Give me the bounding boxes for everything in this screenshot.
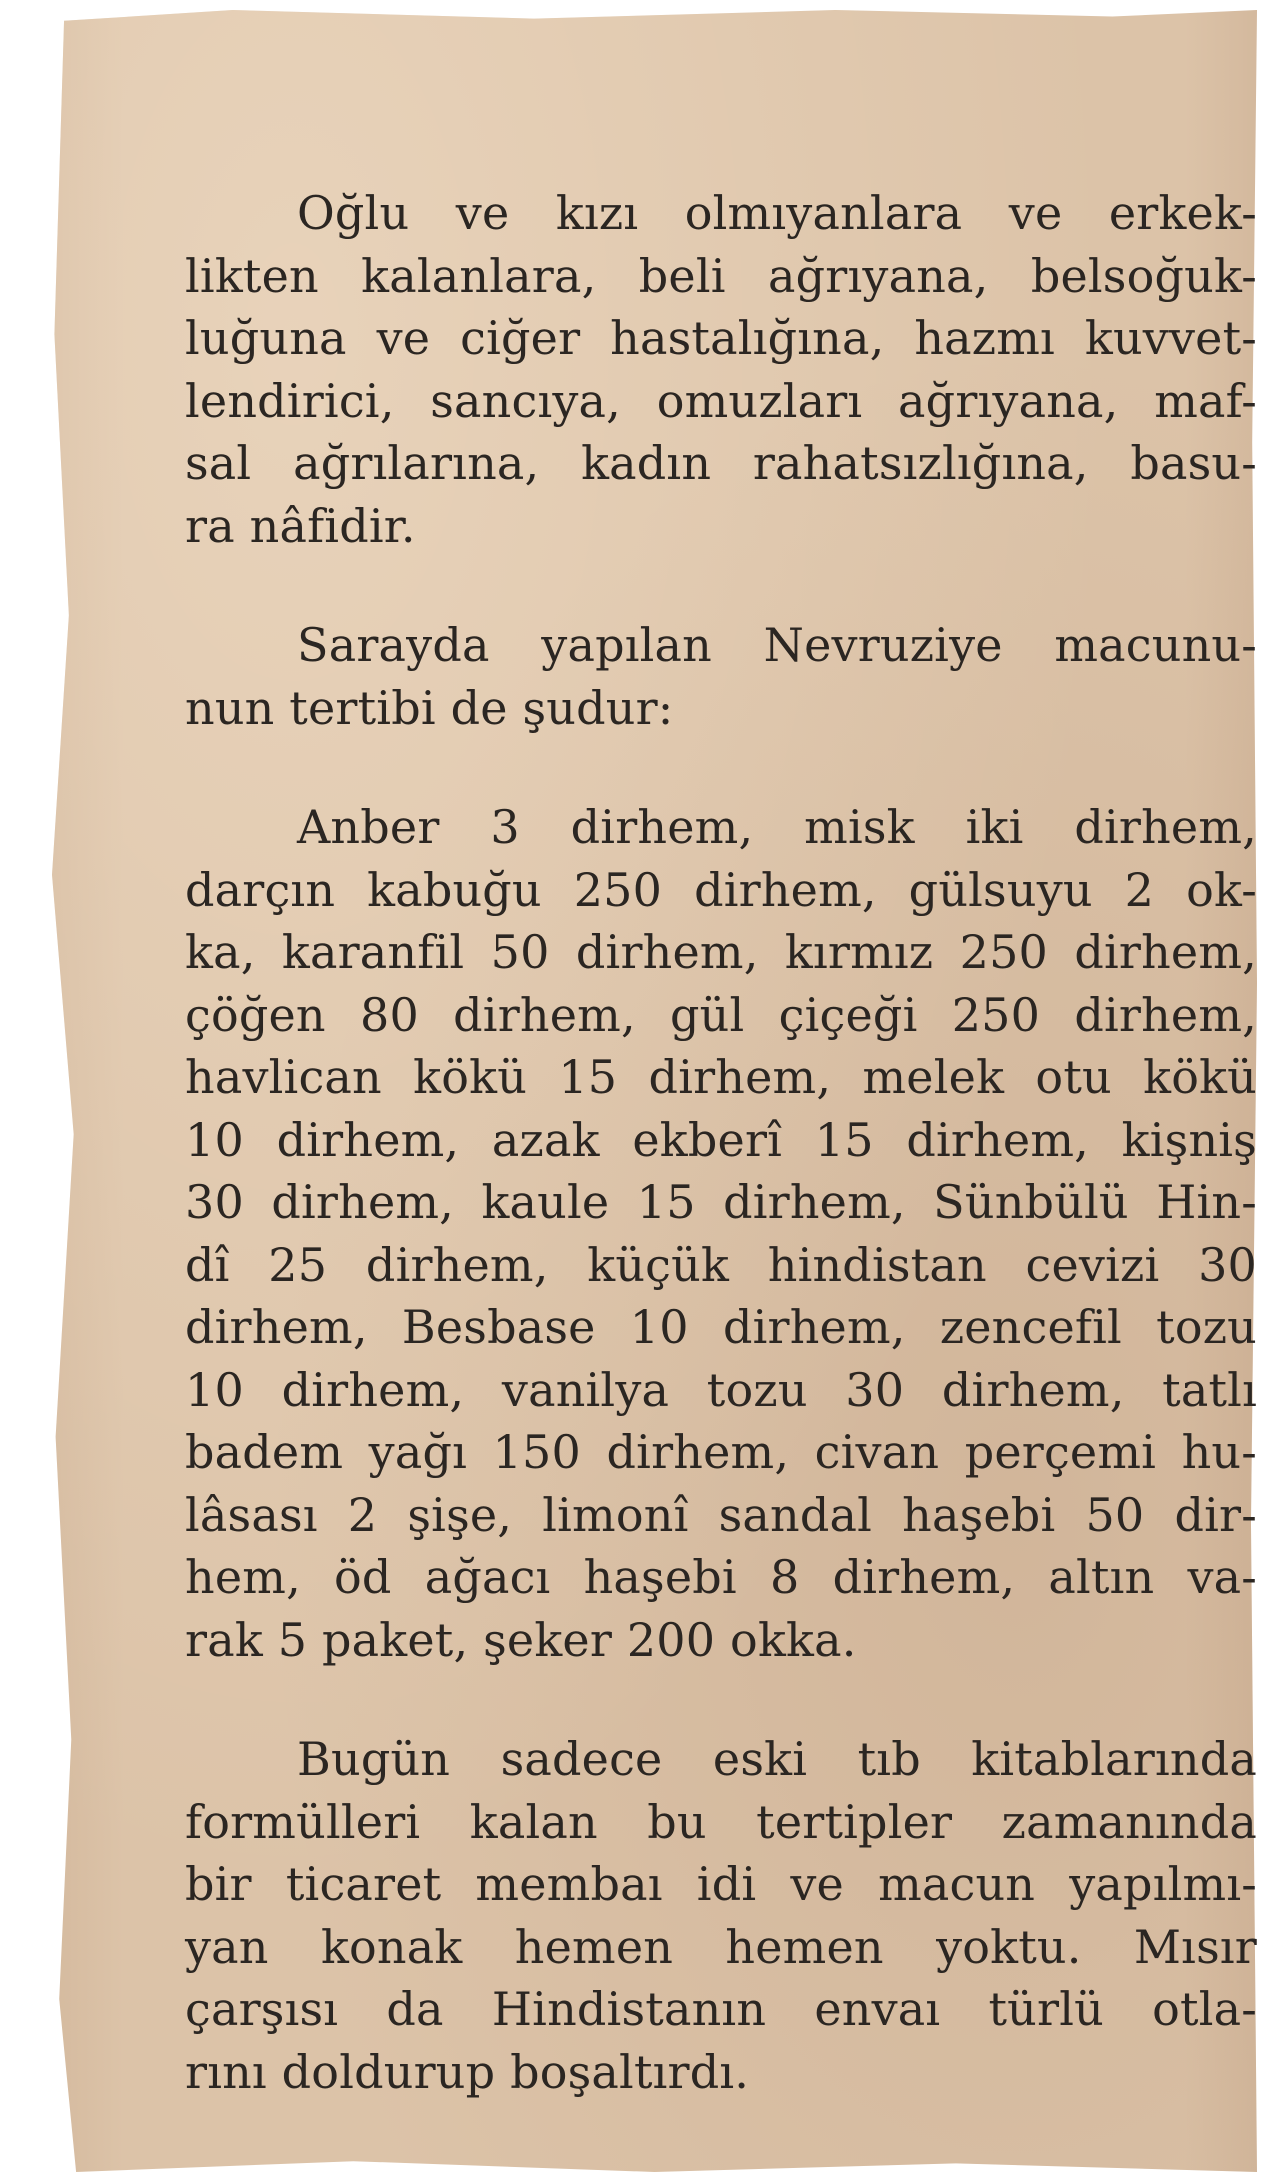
text-line: luğuna ve ciğer hastalığına, hazmı kuvvet- [185, 311, 1257, 365]
text-line: Anber 3 dirhem, misk iki dirhem, [297, 800, 1257, 854]
text-line: darçın kabuğu 250 dirhem, gülsuyu 2 ok- [185, 862, 1257, 917]
text-line: 30 dirhem, kaule 15 dirhem, Sünbülü Hin- [185, 1175, 1257, 1229]
paragraph-3 [185, 796, 1257, 1671]
text-line: likten kalanlara, beli ağrıyana, belsoğuk- [185, 248, 1257, 303]
text-line: Sarayda yapılan Nevruziye macunu- [297, 618, 1257, 672]
paragraph-1 [185, 182, 1257, 557]
text-line: bir ticaret membaı idi ve macun yapılmı- [185, 1857, 1257, 1911]
paragraph-4 [185, 1728, 1257, 2103]
text-line: badem yağı 150 dirhem, civan perçemi hu- [185, 1425, 1257, 1479]
text-line: sal ağrılarına, kadın rahatsızlığına, basu- [185, 436, 1257, 490]
text-line: rını doldurup boşaltırdı. [185, 2044, 750, 2099]
text-line: hem, öd ağacı haşebi 8 dirhem, altın va- [185, 1550, 1257, 1604]
text-line: ra nâfidir. [185, 498, 416, 553]
text-line: çarşısı da Hindistanın envaı türlü otla- [185, 1982, 1257, 2036]
text-line: rak 5 paket, şeker 200 okka. [185, 1612, 857, 1667]
paragraph-2 [185, 614, 1257, 739]
text-line: yan konak hemen hemen yoktu. Mısır [185, 1919, 1257, 1974]
article-body [185, 182, 1257, 2160]
text-line: ka, karanfil 50 dirhem, kırmız 250 dirhem, [185, 925, 1257, 979]
text-line: formülleri kalan bu tertipler zamanında [185, 1794, 1257, 1849]
text-line: lâsası 2 şişe, limonî sandal haşebi 50 dir- [185, 1487, 1257, 1542]
text-line: dî 25 dirhem, küçük hindistan cevizi 30 [185, 1237, 1257, 1292]
text-line: nun tertibi de şudur: [185, 680, 674, 735]
text-line: çöğen 80 dirhem, gül çiçeği 250 dirhem, [185, 987, 1257, 1042]
text-line: Bugün sadece eski tıb kitablarında [297, 1732, 1257, 1786]
text-line: 10 dirhem, vanilya tozu 30 dirhem, tatlı [185, 1362, 1257, 1417]
text-line: Oğlu ve kızı olmıyanlara ve erkek- [297, 186, 1257, 240]
text-line: havlican kökü 15 dirhem, melek otu kökü [185, 1050, 1257, 1104]
text-line: 10 dirhem, azak ekberî 15 dirhem, kişniş [185, 1112, 1257, 1167]
text-line: dirhem, Besbase 10 dirhem, zencefil tozu [185, 1300, 1257, 1354]
text-line: lendirici, sancıya, omuzları ağrıyana, maf- [185, 373, 1257, 428]
